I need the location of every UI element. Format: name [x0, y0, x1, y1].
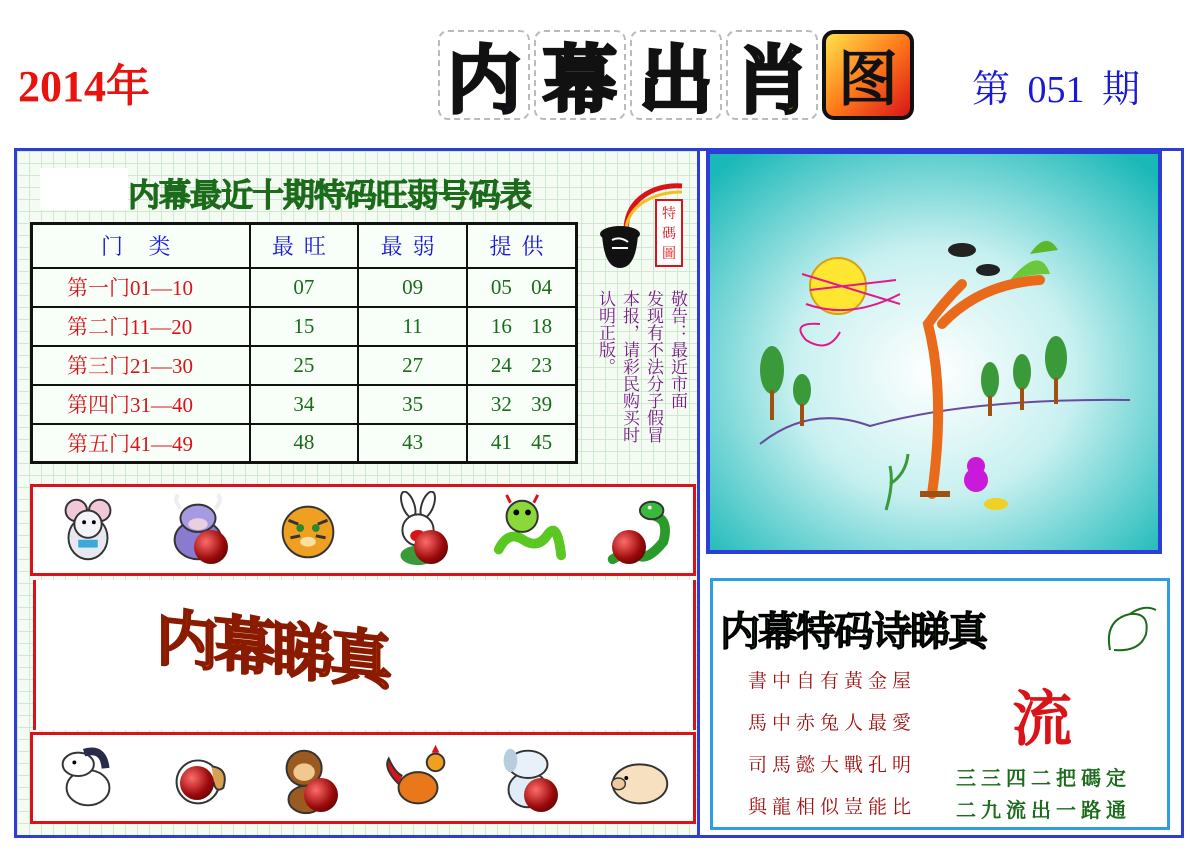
snake-icon — [598, 490, 678, 570]
pot-icon — [598, 176, 684, 276]
title-blank-tab — [40, 168, 128, 210]
title-char: 出 — [630, 30, 722, 120]
notice — [594, 290, 688, 460]
notice-column: 认明正版。 — [595, 290, 615, 375]
scene-illustration — [706, 150, 1162, 554]
door-cell: 第一门01—10 — [32, 268, 250, 307]
cold-cell: 35 — [358, 385, 467, 424]
ball-marker — [524, 778, 558, 812]
banner-text: 内幕睇真 — [156, 600, 389, 699]
title-char: 肖 — [726, 30, 818, 120]
table-row — [32, 268, 577, 307]
rabbit-icon — [378, 490, 458, 570]
table-row — [32, 307, 577, 346]
title-char: 幕 — [534, 30, 626, 120]
badge-char: 圖 — [662, 246, 676, 262]
table-title: 内幕最近十期特码旺弱号码表 — [128, 176, 532, 214]
notice-column: 本报，请彩民购买时 — [619, 290, 639, 443]
column-header: 提供 — [467, 224, 577, 268]
ball-marker — [194, 530, 228, 564]
ball-marker — [304, 778, 338, 812]
badge-char: 碼 — [662, 226, 676, 242]
code-table — [30, 222, 578, 464]
flourish-icon — [1100, 600, 1160, 660]
table-header-row — [32, 224, 577, 268]
poem-title: 内幕特码诗睇真 — [720, 608, 986, 655]
cold-cell: 27 — [358, 346, 467, 385]
badge-char: 特 — [662, 206, 676, 222]
mouse-icon — [48, 490, 128, 570]
dragon-icon — [488, 490, 568, 570]
horse-icon — [48, 738, 128, 818]
hot-cell: 25 — [250, 346, 359, 385]
door-cell: 第五门41—49 — [32, 424, 250, 463]
table-row — [32, 424, 577, 463]
zodiac-strip-top — [30, 484, 696, 576]
column-header: 最弱 — [358, 224, 467, 268]
provide-cell: 32 39 — [467, 385, 577, 424]
ball-marker — [612, 530, 646, 564]
provide-cell: 05 04 — [467, 268, 577, 307]
ox-icon — [158, 490, 238, 570]
ball-marker — [180, 766, 214, 800]
couplet-line: 三三四二把碼定 — [956, 766, 1131, 790]
provide-cell: 41 45 — [467, 424, 577, 463]
ball-marker — [414, 530, 448, 564]
column-header: 最旺 — [250, 224, 359, 268]
title-char-boxed: 图 — [822, 30, 914, 120]
hot-cell: 15 — [250, 307, 359, 346]
hot-cell: 48 — [250, 424, 359, 463]
title-char: 内 — [438, 30, 530, 120]
rooster-icon — [378, 738, 458, 818]
poem-line: 書中自有黃金屋 — [748, 670, 917, 692]
flow-character: 流 — [1012, 685, 1072, 755]
table-row — [32, 346, 577, 385]
poem-line: 與龍相似豈能比 — [748, 796, 917, 818]
notice-column: 敬告：最近市面 — [667, 290, 687, 409]
door-cell: 第二门11—20 — [32, 307, 250, 346]
table-row — [32, 385, 577, 424]
provide-cell: 24 23 — [467, 346, 577, 385]
goat-icon — [158, 738, 238, 818]
dog-icon — [488, 738, 568, 818]
monkey-icon — [268, 738, 348, 818]
column-header: 门 类 — [32, 224, 250, 268]
cold-cell: 09 — [358, 268, 467, 307]
door-cell: 第四门31—40 — [32, 385, 250, 424]
couplet-line: 二九流出一路通 — [956, 798, 1131, 822]
hot-cell: 07 — [250, 268, 359, 307]
zodiac-strip-bottom — [30, 732, 696, 824]
poem-line: 馬中赤兔人最愛 — [748, 712, 917, 734]
provide-cell: 16 18 — [467, 307, 577, 346]
page-title — [438, 30, 914, 124]
issue-number: 第 051 期 — [972, 69, 1141, 111]
poem-line: 司馬懿大戰孔明 — [748, 754, 917, 776]
year-label: 2014年 — [18, 62, 150, 111]
pig-icon — [598, 738, 678, 818]
hot-cell: 34 — [250, 385, 359, 424]
notice-column: 发现有不法分子假冒 — [643, 290, 663, 443]
tiger-icon — [268, 490, 348, 570]
cold-cell: 11 — [358, 307, 467, 346]
cold-cell: 43 — [358, 424, 467, 463]
door-cell: 第三门21—30 — [32, 346, 250, 385]
